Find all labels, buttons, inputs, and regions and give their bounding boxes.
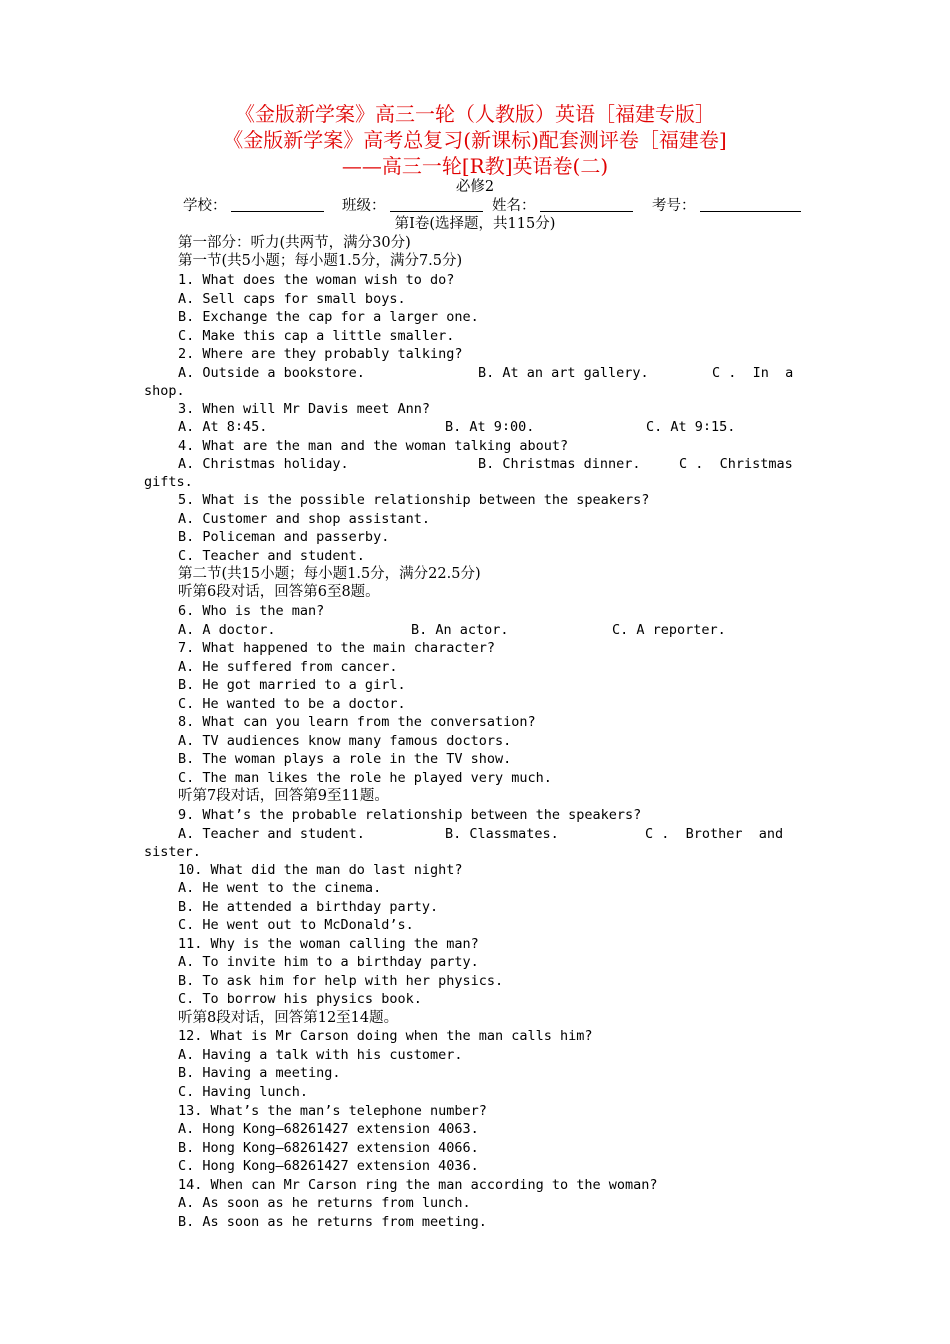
q2-options-row <box>0 364 950 383</box>
q4-options-row <box>0 455 950 474</box>
number-blank[interactable] <box>700 211 801 212</box>
school-label: 学校： <box>183 198 227 214</box>
q13-option-b: B. Hong Kong—68261427 extension 4066. <box>178 1140 479 1156</box>
student-info-row <box>0 197 950 216</box>
q9-option-a: A. Teacher and student. <box>178 826 365 842</box>
title-line-3: ——高三一轮[R教]英语卷(二) <box>341 154 609 178</box>
q8-option-a: A. TV audiences know many famous doctors. <box>178 733 512 749</box>
question-14: 14. When can Mr Carson ring the man according to the woman? <box>178 1177 658 1193</box>
q2-option-c-wrap: shop. <box>144 383 185 399</box>
q8-option-b: B. The woman plays a role in the TV show. <box>178 751 512 767</box>
q3-option-b: B. At 9∶00. <box>445 419 535 435</box>
q14-option-a: A. As soon as he returns from lunch. <box>178 1195 471 1211</box>
question-4: 4. What are the man and the woman talking about? <box>178 438 569 454</box>
section-title: 第Ⅰ卷(选择题，共115分) <box>394 216 556 232</box>
question-12: 12. What is Mr Carson doing when the man calls him? <box>178 1028 593 1044</box>
subtitle: 必修2 <box>455 179 495 195</box>
q13-option-a: A. Hong Kong—68261427 extension 4063. <box>178 1121 479 1137</box>
question-1: 1. What does the woman wish to do? <box>178 272 455 288</box>
question-13: 13. What’s the man’s telephone number? <box>178 1103 487 1119</box>
q6-options-row <box>0 621 950 640</box>
q3-option-a: A. At 8∶45. <box>178 419 268 435</box>
q10-option-c: C. He went out to McDonald’s. <box>178 917 414 933</box>
q5-option-c: C. Teacher and student. <box>178 548 365 564</box>
dialogue-6-intro: 听第6段对话，回答第6至8题。 <box>178 584 380 600</box>
q2-option-a: A. Outside a bookstore. <box>178 365 365 381</box>
q1-option-b: B. Exchange the cap for a larger one. <box>178 309 479 325</box>
q6-option-a: A. A doctor. <box>178 622 276 638</box>
q9-option-b: B. Classmates. <box>445 826 559 842</box>
name-label: 姓名： <box>492 198 536 214</box>
question-8: 8. What can you learn from the conversation? <box>178 714 536 730</box>
q2-option-b: B. At an art gallery. <box>478 365 649 381</box>
dialogue-8-intro: 听第8段对话，回答第12至14题。 <box>178 1010 399 1026</box>
q11-option-c: C. To borrow his physics book. <box>178 991 422 1007</box>
question-9: 9. What’s the probable relationship between the speakers? <box>178 807 642 823</box>
q4-option-c: C . Christmas <box>679 456 793 472</box>
q5-option-b: B. Policeman and passerby. <box>178 529 390 545</box>
title-line-2: 《金版新学案》高考总复习(新课标)配套测评卷［福建卷] <box>223 128 727 152</box>
class-blank[interactable] <box>390 211 483 212</box>
school-blank[interactable] <box>231 211 324 212</box>
q5-option-a: A. Customer and shop assistant. <box>178 511 430 527</box>
number-label: 考号： <box>652 198 696 214</box>
part1-heading: 第一部分：听力(共两节，满分30分) <box>178 235 411 251</box>
q8-option-c: C. The man likes the role he played very much. <box>178 770 552 786</box>
q6-option-c: C. A reporter. <box>612 622 726 638</box>
q12-option-b: B. Having a meeting. <box>178 1065 341 1081</box>
q3-options-row <box>0 418 950 437</box>
title-line-1: 《金版新学案》高三一轮（人教版）英语［福建专版］ <box>235 102 715 126</box>
q1-option-a: A. Sell caps for small boys. <box>178 291 406 307</box>
q9-options-row <box>0 825 950 844</box>
q7-option-c: C. He wanted to be a doctor. <box>178 696 406 712</box>
q4-option-c-wrap: gifts. <box>144 474 193 490</box>
q9-option-c-wrap: sister. <box>144 844 201 860</box>
q10-option-a: A. He went to the cinema. <box>178 880 382 896</box>
q11-option-a: A. To invite him to a birthday party. <box>178 954 479 970</box>
question-7: 7. What happened to the main character? <box>178 640 495 656</box>
class-label: 班级： <box>342 198 386 214</box>
q7-option-b: B. He got married to a girl. <box>178 677 406 693</box>
q14-option-b: B. As soon as he returns from meeting. <box>178 1214 487 1230</box>
question-5: 5. What is the possible relationship between the speakers? <box>178 492 650 508</box>
q12-option-a: A. Having a talk with his customer. <box>178 1047 463 1063</box>
question-2: 2. Where are they probably talking? <box>178 346 463 362</box>
q4-option-a: A. Christmas holiday. <box>178 456 349 472</box>
q4-option-b: B. Christmas dinner. <box>478 456 641 472</box>
q2-option-c: C . In a <box>712 365 794 381</box>
question-3: 3. When will Mr Davis meet Ann? <box>178 401 430 417</box>
q7-option-a: A. He suffered from cancer. <box>178 659 398 675</box>
dialogue-7-intro: 听第7段对话，回答第9至11题。 <box>178 788 389 804</box>
section2-heading: 第二节(共15小题；每小题1.5分，满分22.5分) <box>178 566 481 582</box>
question-6: 6. Who is the man? <box>178 603 325 619</box>
q12-option-c: C. Having lunch. <box>178 1084 309 1100</box>
q9-option-c: C . Brother and <box>645 826 784 842</box>
q13-option-c: C. Hong Kong—68261427 extension 4036. <box>178 1158 479 1174</box>
q1-option-c: C. Make this cap a little smaller. <box>178 328 455 344</box>
name-blank[interactable] <box>540 211 633 212</box>
q3-option-c: C. At 9∶15. <box>646 419 736 435</box>
section1-heading: 第一节(共5小题；每小题1.5分，满分7.5分) <box>178 253 463 269</box>
q6-option-b: B. An actor. <box>411 622 509 638</box>
q10-option-b: B. He attended a birthday party. <box>178 899 439 915</box>
question-10: 10. What did the man do last night? <box>178 862 463 878</box>
question-11: 11. Why is the woman calling the man? <box>178 936 479 952</box>
q11-option-b: B. To ask him for help with her physics. <box>178 973 504 989</box>
